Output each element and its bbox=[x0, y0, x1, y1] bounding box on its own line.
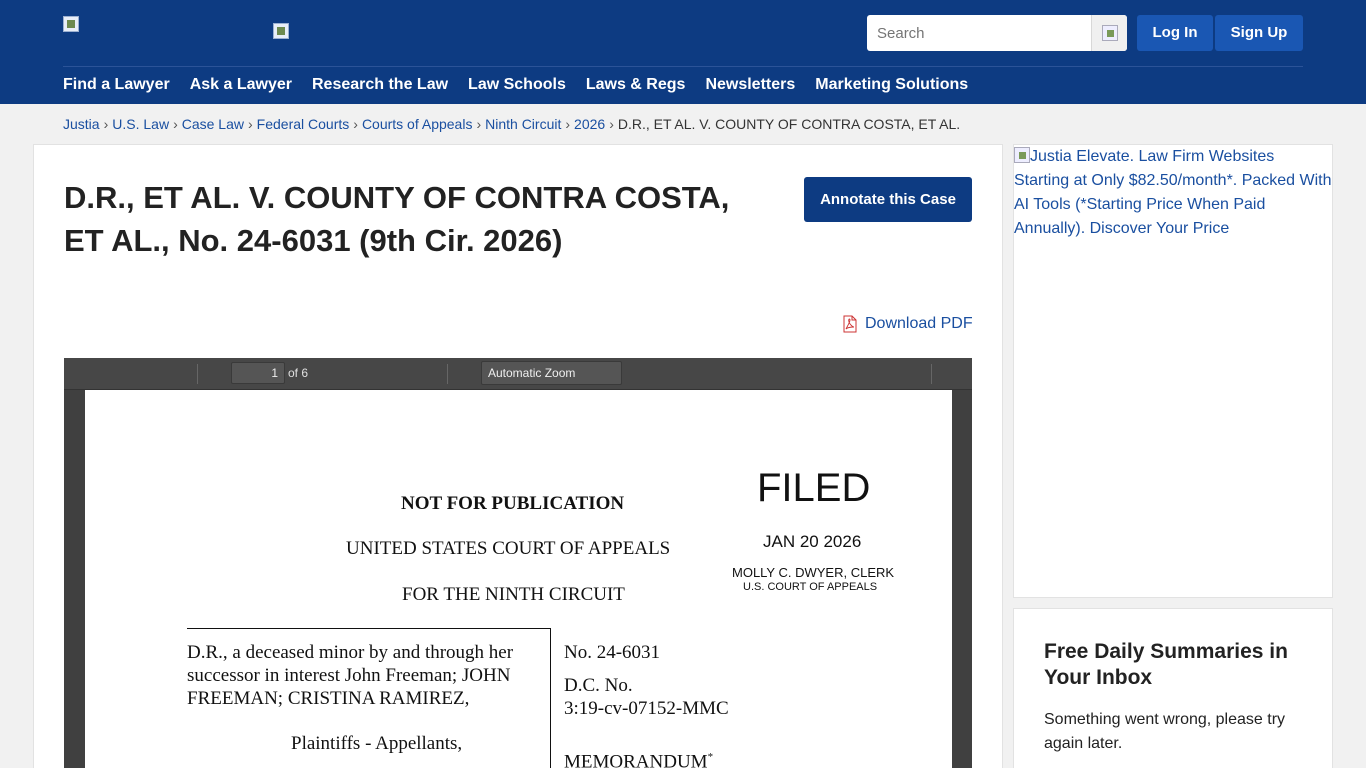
clerk-court: U.S. COURT OF APPEALS bbox=[743, 581, 878, 593]
caption-vertical-rule bbox=[550, 628, 551, 768]
page-title: D.R., ET AL. V. COUNTY OF CONTRA COSTA, ET AL., No. 24-6031 (9th Cir. 2026) bbox=[64, 180, 730, 258]
pdf-toolbar bbox=[64, 358, 972, 390]
download-pdf-label: Download PDF bbox=[865, 315, 973, 332]
dc-number-label: D.C. No. bbox=[564, 675, 633, 696]
breadcrumb-separator: › bbox=[248, 116, 253, 132]
breadcrumb-link[interactable]: Ninth Circuit bbox=[485, 116, 562, 132]
court-name: UNITED STATES COURT OF APPEALS bbox=[346, 538, 671, 559]
advertisement-alt-text: Justia Elevate. Law Firm Websites Starting at Only $82.50/month*. Packed With AI Tools (*Starting Price When Paid Annually). Discover Your Price bbox=[1014, 148, 1332, 237]
case-number: No. 24-6031 bbox=[564, 642, 661, 663]
party-line: D.R., a deceased minor by and through her bbox=[187, 642, 514, 663]
annotate-case-button[interactable]: Annotate this Case bbox=[804, 177, 972, 222]
breadcrumb-link[interactable]: 2026 bbox=[574, 116, 606, 132]
page-count: of 6 bbox=[288, 366, 309, 380]
header-broken-image-icon bbox=[273, 23, 289, 39]
ad-broken-image-icon bbox=[1014, 147, 1030, 163]
search-button[interactable] bbox=[1091, 15, 1127, 51]
nav-research-the-law[interactable]: Research the Law bbox=[311, 76, 449, 93]
header-divider bbox=[63, 66, 1303, 67]
pdf-file-icon bbox=[842, 315, 858, 333]
circuit-name: FOR THE NINTH CIRCUIT bbox=[402, 584, 625, 605]
nav-laws-regs[interactable]: Laws & Regs bbox=[585, 76, 686, 93]
nav-find-a-lawyer[interactable]: Find a Lawyer bbox=[63, 76, 170, 93]
breadcrumb-link[interactable]: Courts of Appeals bbox=[361, 116, 473, 132]
breadcrumb-link[interactable]: Justia bbox=[63, 116, 100, 132]
search-broken-image-icon bbox=[1102, 25, 1118, 41]
dc-number: 3:19-cv-07152-MMC bbox=[564, 698, 729, 719]
justia-logo-broken-image-icon[interactable] bbox=[63, 16, 79, 32]
breadcrumb-separator: › bbox=[173, 116, 178, 132]
breadcrumb-separator: › bbox=[476, 116, 482, 132]
download-pdf-link[interactable] bbox=[842, 315, 973, 333]
search-box bbox=[867, 15, 1127, 51]
breadcrumb-link[interactable]: Federal Courts bbox=[256, 116, 350, 132]
breadcrumb-link[interactable]: U.S. Law bbox=[112, 116, 170, 132]
toolbar-separator bbox=[931, 364, 932, 384]
nav-newsletters[interactable]: Newsletters bbox=[705, 76, 796, 93]
toolbar-separator bbox=[197, 364, 198, 384]
main-nav bbox=[63, 76, 988, 96]
caption-rule bbox=[187, 628, 551, 629]
party-role: Plaintiffs - Appellants, bbox=[291, 733, 463, 754]
nav-marketing-solutions[interactable]: Marketing Solutions bbox=[815, 76, 969, 93]
clerk-name: MOLLY C. DWYER, CLERK bbox=[732, 565, 895, 580]
breadcrumb-link[interactable]: Case Law bbox=[181, 116, 244, 132]
filed-stamp: FILED bbox=[757, 466, 871, 510]
memorandum-heading bbox=[564, 751, 713, 768]
party-line: successor in interest John Freeman; JOHN bbox=[187, 665, 511, 686]
memorandum-label: MEMORANDUM bbox=[564, 751, 708, 768]
nav-ask-a-lawyer[interactable]: Ask a Lawyer bbox=[189, 76, 292, 93]
newsletter-error-message: Something went wrong, please try again later. bbox=[1044, 711, 1286, 752]
breadcrumb-current: D.R., ET AL. V. COUNTY OF CONTRA COSTA, ET AL. bbox=[617, 116, 961, 132]
not-for-publication: NOT FOR PUBLICATION bbox=[401, 493, 625, 514]
party-line: FREEMAN; CRISTINA RAMIREZ, bbox=[187, 688, 470, 709]
breadcrumb-separator: › bbox=[609, 116, 614, 132]
breadcrumb bbox=[63, 116, 960, 132]
breadcrumb-separator: › bbox=[103, 116, 109, 132]
zoom-select[interactable]: Automatic Zoom bbox=[481, 361, 622, 385]
breadcrumb-separator: › bbox=[353, 116, 358, 132]
site-header bbox=[0, 0, 1366, 104]
advertisement-link[interactable] bbox=[1014, 145, 1332, 241]
nav-law-schools[interactable]: Law Schools bbox=[468, 76, 566, 93]
pdf-page bbox=[85, 390, 952, 768]
pdf-viewer bbox=[64, 358, 972, 768]
page-number-input[interactable]: 1 bbox=[231, 362, 285, 384]
search-input[interactable] bbox=[867, 15, 1091, 51]
memorandum-footnote-mark: * bbox=[707, 751, 714, 763]
login-button[interactable]: Log In bbox=[1137, 15, 1213, 51]
breadcrumb-separator: › bbox=[565, 116, 571, 132]
toolbar-separator bbox=[447, 364, 448, 384]
filed-date: JAN 20 2026 bbox=[763, 532, 862, 551]
newsletter-title: Free Daily Summaries in Your Inbox bbox=[1044, 640, 1288, 689]
signup-button[interactable]: Sign Up bbox=[1215, 15, 1303, 51]
